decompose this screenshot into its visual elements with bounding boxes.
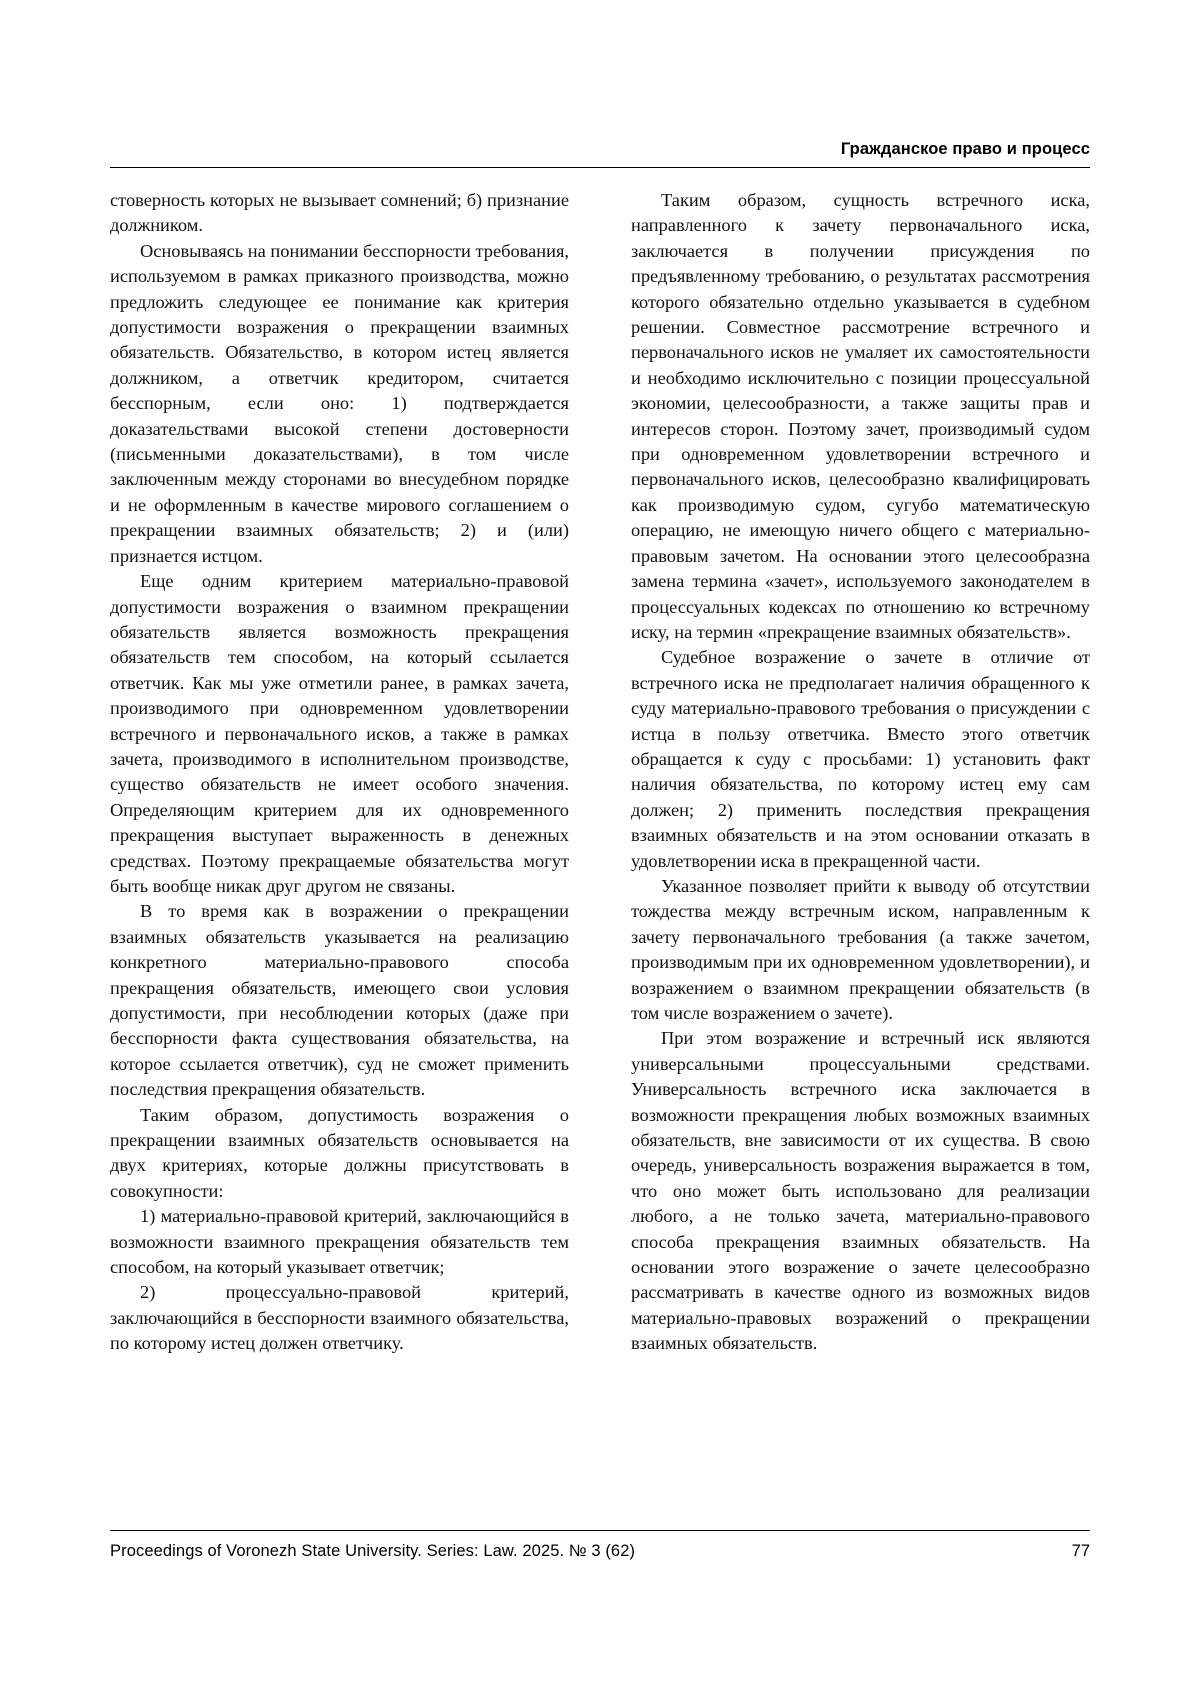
paragraph: 2) процессуально-правовой критерий, заключающийся в бесспорности взаимного обязательства, по которому истец должен ответчику.: [110, 1282, 569, 1354]
column-right: [631, 188, 1090, 1498]
column-left: [110, 188, 569, 1498]
journal-source: Proceedings of Voronezh State University. Series: Law. 2025. № 3 (62): [110, 1542, 636, 1560]
paragraph: 1) материально-правовой критерий, заключающийся в возможности взаимного прекращения обязательств тем способом, на который указывает ответчик;: [110, 1206, 569, 1278]
paragraph: Основываясь на понимании бесспорности требования, используемом в рамках приказного производства, можно предложить следующее ее понимание как критерия допустимости возражения о прекращении взаимных обязательств. Обязательство, в котором истец является должником, а ответчик кредитором, считается бесспорным, если оно: 1) подтверждается доказательствами высокой степени достоверности (письменными доказательствами), в том числе заключенным между сторонами во внесудебном порядке и не оформленным в качестве мирового соглашением о прекращении взаимных обязательств; 2) и (или) признается истцом.: [110, 240, 569, 566]
paragraph: Таким образом, сущность встречного иска, направленного к зачету первоначального иска, заключается в получении присуждения по предъявленному требованию, о результатах рассмотрения которого обязательно отдельно указывается в судебном решении. Совместное рассмотрение встречного и первоначального исков не умаляет их самостоятельности и необходимо исключительно с позиции процессуальной экономии, целесообразности, а также защиты прав и интересов сторон. Поэтому зачет, производимый судом при одновременном удовлетворении встречного и первоначального исков, целесообразно квалифицировать как производимую судом, сугубо математическую операцию, не имеющую ничего общего с материально-правовым зачетом. На основании этого целесообразна замена термина «зачет», используемого законодателем в процессуальных кодексах по отношению ко встречному иску, на термин «прекращение взаимных обязательств».: [631, 190, 1090, 642]
header-divider: [110, 167, 1090, 168]
paragraph: При этом возражение и встречный иск являются универсальными процессуальными средствами. Универсальность встречного иска заключается в возможности прекращения любых возможных взаимных обязательств, вне зависимости от их существа. В свою очередь, универсальность возражения выражается в том, что оно может быть использовано для реализации любого, а не только зачета, материально-правового способа прекращения взаимных обязательств. На основании этого возражение о зачете целесообразно рассматривать в качестве одного из возможных видов материально-правовых возражений о прекращении взаимных обязательств.: [631, 1028, 1090, 1354]
page-header: [110, 140, 1090, 168]
paragraph: стоверность которых не вызывает сомнений; б) признание должником.: [110, 190, 569, 236]
paragraph: Таким образом, допустимость возражения о прекращении взаимных обязательств основывается на двух критериях, которые должны присутствовать в совокупности:: [110, 1104, 569, 1201]
paragraph: Еще одним критерием материально-правовой допустимости возражения о взаимном прекращении обязательств является возможность прекращения обязательств тем способом, на который ссылается ответчик. Как мы уже отметили ранее, в рамках зачета, производимого при одновременном удовлетворении встречного и первоначального исков, а также в рамках зачета, производимого в исполнительном производстве, существо обязательств не имеет особого значения. Определяющим критерием для их одновременного прекращения выступает выраженность в денежных средствах. Поэтому прекращаемые обязательства могут быть вообще никак друг другом не связаны.: [110, 571, 569, 896]
footer-divider: [110, 1530, 1090, 1531]
running-head: Гражданское право и процесс: [840, 140, 1090, 158]
page-footer: [110, 1530, 1090, 1561]
paragraph: Указанное позволяет прийти к выводу об отсутствии тождества между встречным иском, направленным к зачету первоначального требования (а также зачетом, производимым при их одновременном удовлетворении), и возражением о взаимном прекращении обязательств (в том числе возражением о зачете).: [631, 875, 1090, 1023]
page-number: 77: [1071, 1542, 1090, 1560]
footer-row: [110, 1542, 1090, 1561]
body-columns: [110, 188, 1090, 1498]
paragraph: В то время как в возражении о прекращении взаимных обязательств указывается на реализацию конкретного материально-правового способа прекращения обязательств, имеющего свои условия допустимости, при несоблюдении которых (даже при бесспорности факта существования обязательства, на которое ссылается ответчик), суд не сможет применить последствия прекращения обязательств.: [110, 901, 569, 1100]
paragraph: Судебное возражение о зачете в отличие от встречного иска не предполагает наличия обращенного к суду материально-правового требования о присуждении с истца в пользу ответчика. Вместо этого ответчик обращается к суду с просьбами: 1) установить факт наличия обязательства, по которому истец ему сам должен; 2) применить последствия прекращения взаимных обязательств и на этом основании отказать в удовлетворении иска в прекращенной части.: [631, 647, 1090, 871]
